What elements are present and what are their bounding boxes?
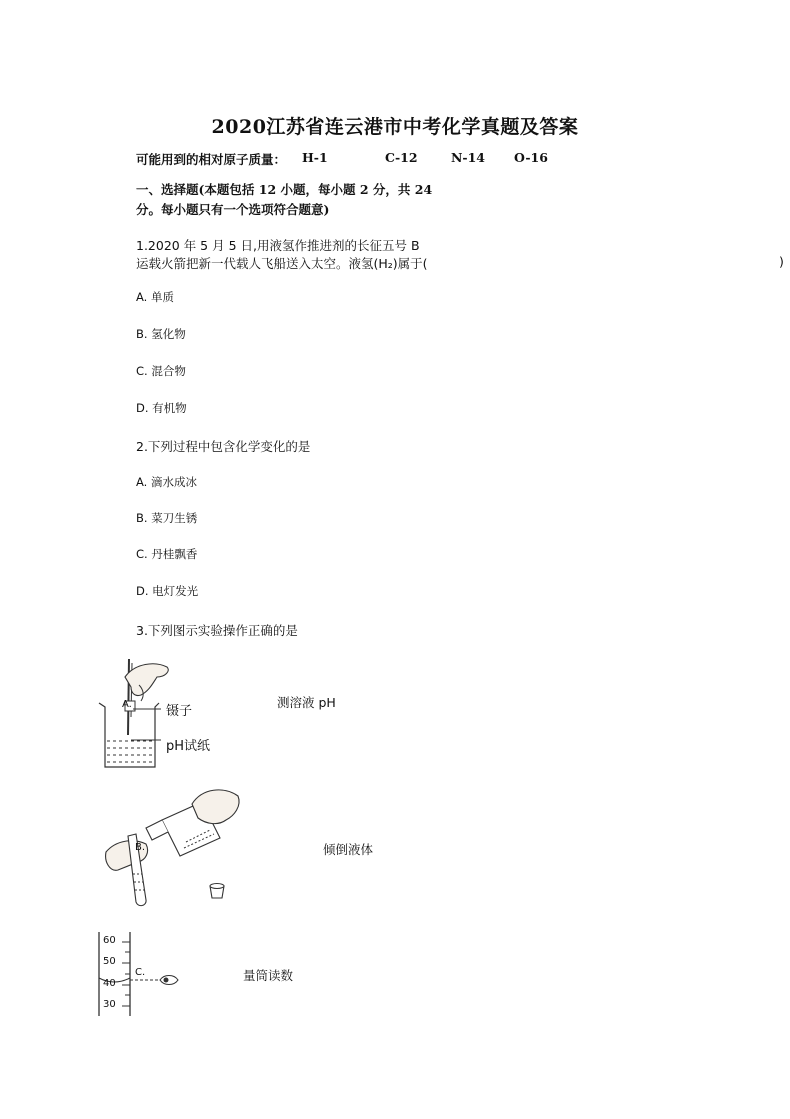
q2-option-b: B. 菜刀生锈 [136,511,198,525]
figure-b-caption: 倾倒液体 [323,842,374,857]
figure-c-tick-40: 40 [103,978,116,989]
figure-c-tick-50: 50 [103,956,116,967]
q1-option-d: D. 有机物 [136,401,187,415]
figure-a-ph-paper-label: pH试纸 [166,739,211,754]
figure-c-tick-30: 30 [103,999,116,1010]
q2-stem: 2.下列过程中包含化学变化的是 [136,439,311,454]
q2-option-d: D. 电灯发光 [136,584,199,598]
atomic-mass-label: 可能用到的相对原子质量： [136,152,287,167]
q2-option-a: A. 滴水成冰 [136,475,197,489]
figure-c-tick-60: 60 [103,935,116,946]
figure-a-tweezers-label: 镊子 [166,704,193,719]
q1-option-b: B. 氢化物 [136,327,186,341]
atomic-mass-n: N-14 [451,150,486,165]
figure-a-caption: 测溶液 pH [277,695,336,710]
q1-stem-line1: 1.2020 年 5 月 5 日,用液氢作推进剂的长征五号 B [136,238,420,253]
page-title: 2020江苏省连云港市中考化学真题及答案 [211,116,579,138]
q1-stem-line2: 运载火箭把新一代载人飞船送入太空。液氢(H₂)属于( [136,256,428,271]
q1-paren-close: ) [779,254,784,269]
q1-option-a: A. 单质 [136,290,174,304]
atomic-mass-h: H-1 [302,150,328,165]
atomic-mass-c: C-12 [385,150,418,165]
figure-c-caption: 量筒读数 [243,968,294,983]
section-heading-line2: 分。每小题只有一个选项符合题意) [136,202,330,217]
atomic-mass-o: O-16 [514,150,548,165]
q3-stem: 3.下列图示实验操作正确的是 [136,623,298,638]
q1-option-c: C. 混合物 [136,364,186,378]
figure-a-marker: A. [122,699,132,710]
figure-b-marker: B. [135,842,146,853]
figure-b-pouring-illustration [98,782,248,912]
q2-option-c: C. 丹桂飘香 [136,547,198,561]
section-heading-line1: 一、选择题(本题包括 12 小题，每小题 2 分，共 24 [136,182,433,197]
figure-c-marker: C. [135,967,146,978]
